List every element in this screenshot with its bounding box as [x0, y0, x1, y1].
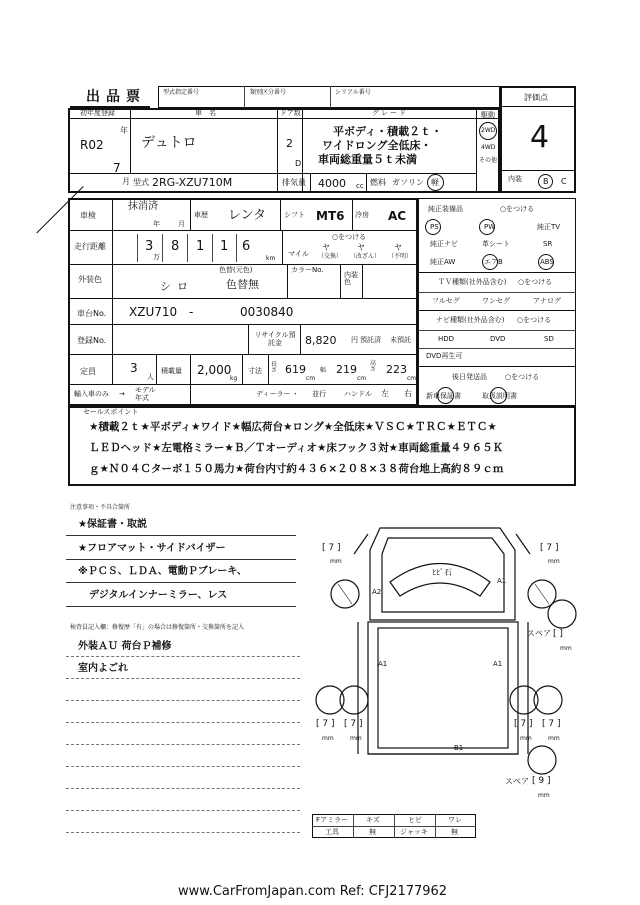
- inspector-line-2: 室内よごれ: [78, 663, 128, 674]
- equip-navi: 純正ナビ: [430, 240, 458, 248]
- equip-abs: ABS: [540, 258, 554, 266]
- drive-2wd: 2WD: [481, 127, 496, 134]
- mileage-mark-tampered: ヤ: [357, 243, 365, 252]
- docs-manual: 取扱説明書: [482, 392, 517, 400]
- mileage-label: 走行距離: [74, 242, 106, 251]
- equipment-title: 純正装備品: [428, 205, 463, 213]
- color-value: シロ: [160, 280, 194, 293]
- ft-r1-c3: ヒビ: [408, 816, 422, 824]
- equip-aw: 純正AW: [430, 258, 456, 266]
- mileage-mile: マイル: [288, 250, 309, 258]
- model-year-label: モデル年式: [135, 386, 156, 403]
- car-name-label: 車 名: [195, 109, 216, 117]
- doors-value: 2: [286, 137, 293, 150]
- score-label: 評価点: [524, 93, 548, 102]
- tv-mark: ○をつける: [518, 278, 553, 286]
- equip-pw-circle: [479, 219, 495, 235]
- fuel-label: 燃料: [370, 178, 386, 187]
- month-value: 7: [113, 161, 121, 175]
- windshield-mark: ﾋﾋﾞ石: [432, 568, 452, 577]
- color-change-value: 色替無: [226, 278, 259, 291]
- ft-r1-c4: ワレ: [448, 816, 462, 824]
- equipment-mark: ○をつける: [500, 205, 535, 213]
- disp-unit: cc: [356, 182, 364, 190]
- mileage-digit-5: 6: [242, 239, 251, 254]
- chassis-value: XZU710: [129, 305, 178, 319]
- load-unit: kg: [230, 375, 238, 382]
- tv-title: ＴＶ種類(社外品含む): [438, 278, 507, 286]
- recycle-none: 未預託: [390, 336, 411, 344]
- inspection-year: 年: [153, 220, 160, 228]
- capacity-value: 3: [130, 361, 138, 375]
- disp-label: 排気量: [282, 178, 306, 187]
- damage-a1-right: A1: [493, 660, 503, 668]
- docs-title: 後日発送品: [452, 373, 487, 381]
- color-label: 外装色: [78, 275, 102, 284]
- equip-ps-circle: [425, 219, 441, 235]
- mileage-unit: km: [266, 255, 276, 262]
- header-box: [158, 86, 500, 108]
- width-unit: cm: [357, 375, 367, 382]
- height-unit: cm: [407, 375, 417, 382]
- load-value: 2,000: [197, 363, 232, 377]
- int-color-label: 内装色: [344, 271, 358, 286]
- chassis-dash: -: [189, 305, 194, 319]
- spare-bracket-1: [ ]: [553, 629, 563, 639]
- spare-depth-2: [ 9 ]: [532, 776, 551, 786]
- mileage-mark: ○をつける: [332, 233, 367, 241]
- mileage-man: 万: [153, 253, 160, 261]
- import-label: 輸入車のみ: [74, 390, 109, 398]
- spare-label-1: スペア: [527, 629, 551, 638]
- height-value: 223: [386, 363, 407, 376]
- equip-leather: 革シート: [482, 240, 510, 248]
- grade-line-2: ワイドロング全低床・: [322, 139, 432, 152]
- fuel-diesel: 軽: [431, 178, 439, 187]
- grade-line-1: 平ボディ・積載２ｔ・: [333, 125, 443, 138]
- ac-value: AC: [388, 209, 407, 223]
- inspection-label: 車検: [80, 211, 96, 220]
- model-spec-label: 型式指定番号: [163, 89, 200, 96]
- navi-sd: SD: [544, 335, 554, 343]
- dims-label: 寸法: [248, 367, 262, 375]
- chassis-num: 0030840: [240, 305, 294, 319]
- equip-airbag: エアB: [484, 258, 503, 266]
- note-line-3: ※ＰＣＳ、ＬＤＡ、電動Ｐブレーキ、: [78, 566, 247, 577]
- inspection-month: 月: [178, 220, 185, 228]
- spare-unit-1: mm: [560, 645, 572, 652]
- ft-r2-c1: 工具: [325, 828, 339, 836]
- year-unit: 年: [120, 126, 128, 135]
- door-d: D: [295, 159, 302, 168]
- drive-4wd: 4WD: [481, 144, 496, 151]
- tv-analog: アナログ: [533, 297, 561, 305]
- ft-r2-c3: ジャッキ: [400, 828, 428, 836]
- length-value: 619: [285, 363, 306, 376]
- tire-fl-depth: [ 7 ]: [322, 543, 341, 553]
- damage-a2: A2: [372, 588, 382, 596]
- spare-label-2: スペア: [505, 777, 529, 786]
- ac-label: 冷房: [355, 211, 369, 219]
- page-title: 出品票: [86, 89, 146, 105]
- interior-b: B: [543, 177, 549, 186]
- damage-a1-left: A1: [378, 660, 388, 668]
- month-unit: 月: [122, 177, 130, 186]
- grade-label: グレード: [372, 109, 408, 117]
- mileage-mark-unknown: ヤ: [394, 243, 402, 252]
- dealer-label: ディーラー: [256, 390, 291, 398]
- mileage-tampered: （改ざん）: [350, 253, 381, 260]
- equip-airbag-circle: [482, 254, 498, 270]
- right-label: 右: [404, 389, 412, 398]
- mileage-exchange: （交換）: [318, 253, 343, 260]
- interior-label: 内装: [508, 175, 522, 183]
- color-no-label: カラーNo.: [291, 266, 324, 274]
- load-label: 積載量: [161, 367, 182, 375]
- interior-c: C: [561, 177, 567, 186]
- navi-title: ナビ種類(社外品含む): [436, 316, 505, 324]
- navi-dvd: DVD: [490, 335, 506, 343]
- serial-label: シリアル番号: [335, 89, 371, 96]
- first-reg-era: R02: [80, 138, 104, 152]
- sales-line-2: ＬＥＤヘッド★左電格ミラー★Ｂ／Ｔオーディオ★床フック３対★車両総重量４９６５Ｋ: [89, 442, 504, 454]
- import-arrow-icon: →: [119, 390, 125, 398]
- mileage-mark-exchange: ヤ: [322, 243, 330, 252]
- capacity-label: 定員: [80, 367, 96, 376]
- docs-manual-circle: [490, 387, 507, 404]
- navi-hdd: HDD: [438, 335, 455, 343]
- docs-mark: ○をつける: [505, 373, 540, 381]
- inspector-line-1: 外装ＡＵ 荷台Ｐ補修: [78, 641, 172, 652]
- type-value: 2RG-XZU710M: [152, 176, 233, 189]
- tire-rl1-unit: mm: [322, 735, 334, 742]
- navi-mark: ○をつける: [517, 316, 552, 324]
- mileage-digit-3: 1: [196, 239, 205, 254]
- history-label: 車歴: [194, 211, 208, 219]
- shift-value: MT6: [316, 209, 345, 223]
- dvd-play: DVD再生可: [426, 352, 463, 360]
- damage-a1-front: A1: [497, 577, 507, 585]
- capacity-unit: 人: [147, 373, 154, 381]
- shift-label: シフト: [284, 211, 305, 219]
- width-label: 幅: [320, 367, 327, 374]
- tv-full: フルセグ: [432, 297, 460, 305]
- score-value: 4: [530, 120, 550, 155]
- mileage-unknown: （不明）: [388, 253, 413, 260]
- parallel-label: 並行: [312, 390, 326, 398]
- tire-rr2-depth: [ 7 ]: [542, 719, 561, 729]
- inspection-value: 抹消済: [128, 201, 158, 212]
- history-value: レンタ: [228, 208, 267, 223]
- equip-tv: 純正TV: [537, 223, 561, 231]
- sales-points-label: セールスポイント: [83, 408, 139, 416]
- spare-unit-2: mm: [538, 792, 550, 799]
- ft-r1-c2: キズ: [366, 816, 380, 824]
- class-label: 類別区分番号: [250, 89, 287, 96]
- tire-rr1-unit: mm: [520, 735, 532, 742]
- equip-ps: PS: [430, 223, 439, 231]
- left-label: 左: [381, 389, 389, 398]
- fuel-gas: ガソリン: [392, 178, 424, 187]
- ft-r2-c2: 無: [369, 828, 376, 836]
- type-label: 型式: [133, 178, 149, 187]
- mileage-digit-4: 1: [220, 239, 229, 254]
- note-line-2: ★フロアマット・サイドバイザー: [78, 543, 226, 554]
- docs-warranty-circle: [437, 387, 454, 404]
- ft-r1-c1: Fアミラー: [316, 816, 349, 824]
- tire-fr-depth: [ 7 ]: [540, 543, 559, 553]
- disp-value: 4000: [318, 177, 346, 190]
- reg-no-label: 登録No.: [77, 336, 107, 345]
- note-line-4: デジタルインナーミラー、レス: [89, 590, 228, 601]
- tire-rr2-unit: mm: [548, 735, 560, 742]
- equip-abs-circle: [538, 254, 554, 270]
- drive-other: その他: [479, 157, 498, 164]
- tire-rr1-depth: [ 7 ]: [514, 719, 533, 729]
- equip-pw: PW: [484, 223, 496, 231]
- note-line-1: ★保証書・取説: [78, 519, 147, 530]
- sales-line-3: ｇ★Ｎ０４Ｃターボ１５０馬力★荷台内寸約４３６×２０８×３８荷台地上高約８９ｃｍ: [89, 463, 504, 475]
- mileage-digit-1: 3: [145, 239, 154, 254]
- length-label: 長さ: [271, 361, 278, 374]
- tire-fl-unit: mm: [330, 558, 342, 565]
- doors-label: ドア数: [280, 109, 301, 117]
- tire-fr-unit: mm: [548, 558, 560, 565]
- chassis-label: 車台No.: [77, 309, 107, 318]
- truck-diagram: [310, 510, 580, 810]
- recycle-value: 8,820: [305, 334, 337, 347]
- recycle-label: リサイクル預託金: [254, 331, 296, 348]
- width-value: 219: [336, 363, 357, 376]
- recycle-unit: 円: [351, 336, 358, 344]
- tire-rl1-depth: [ 7 ]: [316, 719, 335, 729]
- notes-label: 注意事項・不具合箇所: [70, 504, 131, 511]
- first-reg-label: 初年度登録: [80, 109, 115, 117]
- damage-b1: B1: [454, 744, 464, 752]
- color-change-label: 色替(元色): [219, 266, 253, 274]
- tire-rl2-depth: [ 7 ]: [344, 719, 363, 729]
- tv-one: ワンセグ: [482, 297, 510, 305]
- equip-sr: SR: [543, 240, 553, 248]
- drive-label: 駆動: [481, 111, 495, 119]
- length-unit: cm: [306, 375, 316, 382]
- sales-line-1: ★積載２ｔ★平ボディ★ワイド★幅広荷台★ロング★全低床★ＶＳＣ★ＴＲＣ★ＥＴＣ★: [89, 421, 497, 433]
- tire-rl2-unit: mm: [350, 735, 362, 742]
- grade-line-3: 車両総重量５ｔ未満: [318, 153, 417, 166]
- watermark: www.CarFromJapan.com Ref: CFJ2177962: [178, 884, 448, 899]
- inspector-label: 検査員記入欄：修復歴「有」の場合は修復箇所・交換箇所を記入: [70, 624, 245, 631]
- recycle-deposit: 預託済: [360, 336, 381, 344]
- dealer-separator: ・: [292, 390, 299, 398]
- height-label: 高さ: [370, 360, 377, 373]
- handle-label: ハンドル: [344, 390, 372, 398]
- docs-warranty: 新車保証書: [426, 392, 461, 400]
- car-name: デュトロ: [141, 135, 197, 151]
- ft-r2-c4: 無: [451, 828, 458, 836]
- mileage-digit-2: 8: [171, 239, 180, 254]
